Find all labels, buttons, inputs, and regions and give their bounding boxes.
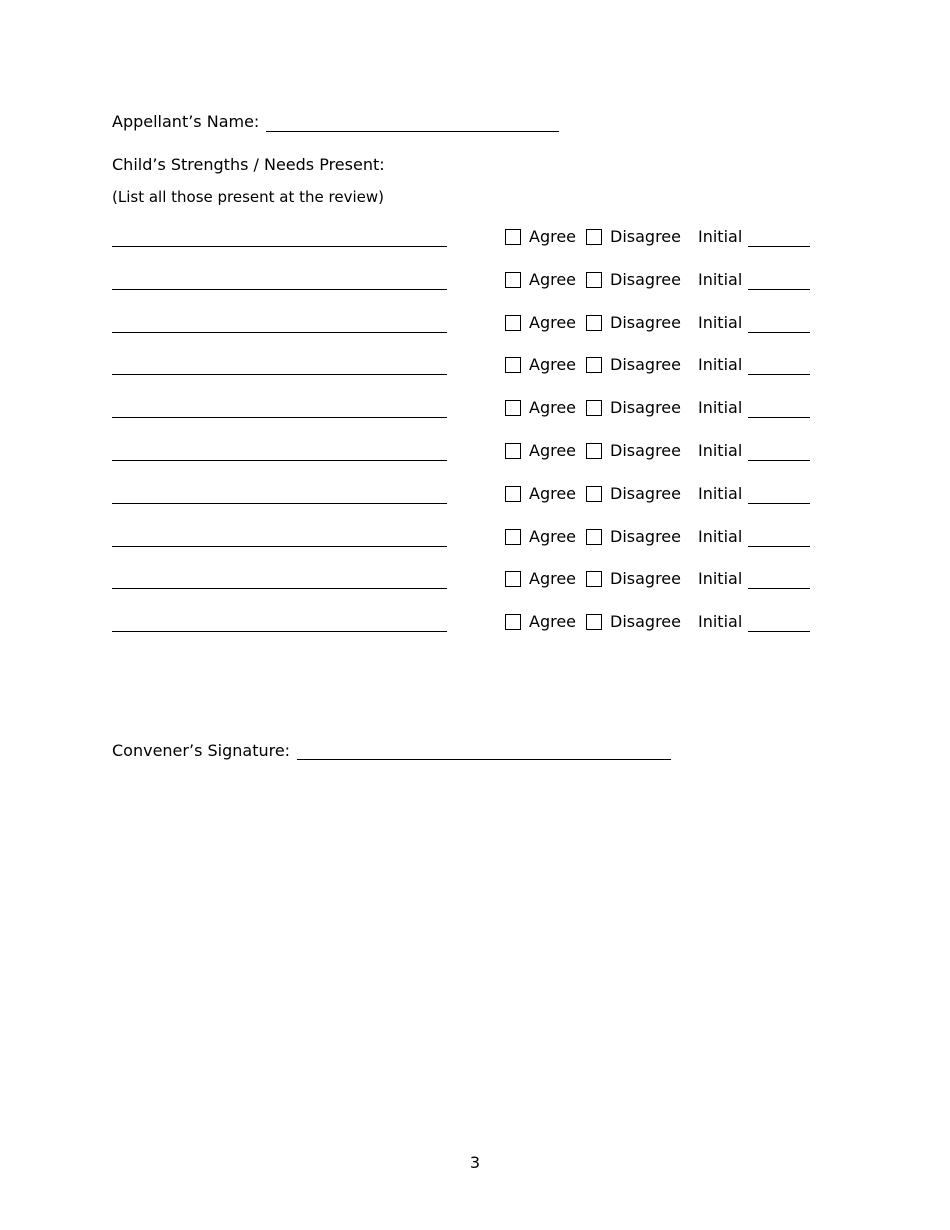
convener-signature-label: Convener’s Signature: xyxy=(112,741,291,760)
agree-label: Agree xyxy=(529,269,577,289)
initial-field[interactable] xyxy=(748,417,810,418)
strength-row xyxy=(0,526,950,550)
strength-entry-field[interactable] xyxy=(112,417,447,418)
strength-entry-field[interactable] xyxy=(112,246,447,247)
disagree-label: Disagree xyxy=(610,612,681,632)
disagree-label: Disagree xyxy=(610,569,681,589)
strength-entry-field[interactable] xyxy=(112,546,447,547)
agree-checkbox[interactable] xyxy=(505,229,521,245)
initial-label: Initial xyxy=(698,441,743,460)
disagree-label: Disagree xyxy=(610,355,681,375)
strengths-instruction: (List all those present at the review) xyxy=(112,188,384,206)
initial-label: Initial xyxy=(698,398,743,418)
agree-label: Agree xyxy=(529,569,577,589)
initial-label: Initial xyxy=(698,269,743,289)
appellant-name-field[interactable] xyxy=(266,131,559,132)
agree-checkbox[interactable] xyxy=(505,443,521,459)
disagree-checkbox[interactable] xyxy=(586,443,602,459)
initial-label: Initial xyxy=(698,312,743,332)
initial-label: Initial xyxy=(698,612,743,632)
initial-field[interactable] xyxy=(748,588,810,589)
initial-field[interactable] xyxy=(748,374,810,375)
appellant-name-label: Appellant’s Name: xyxy=(112,112,260,131)
strength-row xyxy=(0,226,950,250)
disagree-checkbox[interactable] xyxy=(586,229,602,245)
strength-entry-field[interactable] xyxy=(112,631,447,632)
initial-label: Initial xyxy=(698,227,743,246)
initial-field[interactable] xyxy=(748,503,810,504)
initial-field[interactable] xyxy=(748,332,810,333)
disagree-label: Disagree xyxy=(610,441,681,460)
agree-checkbox[interactable] xyxy=(505,614,521,630)
initial-field[interactable] xyxy=(748,460,810,461)
agree-label: Agree xyxy=(529,312,577,332)
agree-label: Agree xyxy=(529,612,577,632)
agree-label: Agree xyxy=(529,227,577,246)
strength-row xyxy=(0,312,950,336)
agree-label: Agree xyxy=(529,526,577,546)
disagree-checkbox[interactable] xyxy=(586,571,602,587)
initial-field[interactable] xyxy=(748,631,810,632)
disagree-checkbox[interactable] xyxy=(586,315,602,331)
agree-checkbox[interactable] xyxy=(505,272,521,288)
agree-label: Agree xyxy=(529,441,577,460)
strength-entry-field[interactable] xyxy=(112,374,447,375)
strength-row xyxy=(0,611,950,635)
agree-label: Agree xyxy=(529,355,577,375)
agree-label: Agree xyxy=(529,398,577,418)
strength-row xyxy=(0,483,950,507)
strength-row xyxy=(0,440,950,464)
disagree-checkbox[interactable] xyxy=(586,529,602,545)
disagree-label: Disagree xyxy=(610,227,681,246)
disagree-checkbox[interactable] xyxy=(586,357,602,373)
strength-row xyxy=(0,269,950,293)
agree-checkbox[interactable] xyxy=(505,357,521,373)
initial-label: Initial xyxy=(698,355,743,375)
disagree-checkbox[interactable] xyxy=(586,400,602,416)
disagree-label: Disagree xyxy=(610,483,681,503)
strength-entry-field[interactable] xyxy=(112,588,447,589)
agree-checkbox[interactable] xyxy=(505,571,521,587)
strength-entry-field[interactable] xyxy=(112,289,447,290)
strength-entry-field[interactable] xyxy=(112,332,447,333)
initial-field[interactable] xyxy=(748,246,810,247)
disagree-label: Disagree xyxy=(610,269,681,289)
agree-label: Agree xyxy=(529,483,577,503)
agree-checkbox[interactable] xyxy=(505,400,521,416)
initial-label: Initial xyxy=(698,569,743,589)
strength-entry-field[interactable] xyxy=(112,503,447,504)
convener-signature-field[interactable] xyxy=(297,759,671,760)
initial-field[interactable] xyxy=(748,289,810,290)
agree-checkbox[interactable] xyxy=(505,486,521,502)
disagree-label: Disagree xyxy=(610,398,681,418)
strength-row xyxy=(0,397,950,421)
initial-label: Initial xyxy=(698,483,743,503)
strength-row xyxy=(0,568,950,592)
page-number: 3 xyxy=(469,1153,481,1172)
agree-checkbox[interactable] xyxy=(505,315,521,331)
disagree-label: Disagree xyxy=(610,312,681,332)
disagree-checkbox[interactable] xyxy=(586,614,602,630)
initial-label: Initial xyxy=(698,526,743,546)
agree-checkbox[interactable] xyxy=(505,529,521,545)
strengths-heading: Child’s Strengths / Needs Present: xyxy=(112,155,385,174)
disagree-label: Disagree xyxy=(610,526,681,546)
strength-entry-field[interactable] xyxy=(112,460,447,461)
disagree-checkbox[interactable] xyxy=(586,272,602,288)
disagree-checkbox[interactable] xyxy=(586,486,602,502)
initial-field[interactable] xyxy=(748,546,810,547)
strength-row xyxy=(0,354,950,378)
